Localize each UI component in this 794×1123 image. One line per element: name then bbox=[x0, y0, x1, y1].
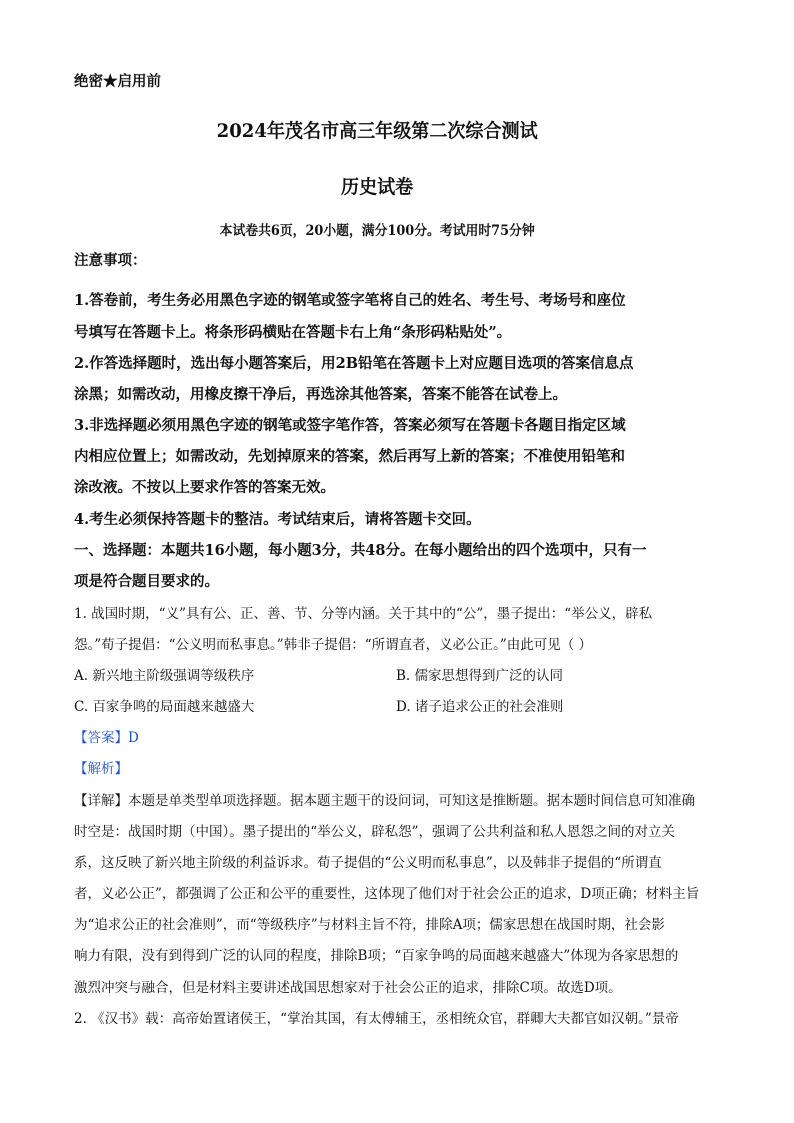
option-b: B. 儒家思想得到广泛的认同 bbox=[396, 668, 564, 684]
notice-line: 3.非选择题必须用黑色字迹的钢笔或签字笔作答，答案必须写在答题卡各题目指定区域 bbox=[74, 417, 626, 434]
explanation-line: 时空是：战国时期（中国）。墨子提出的“举公义，辟私怨”，强调了公共利益和私人恩怨之间的对立关 bbox=[74, 824, 676, 840]
explanation-line: 者，义必公正”，都强调了公正和公平的重要性，这体现了他们对于社会公正的追求，D项正确；材料主旨 bbox=[74, 886, 700, 902]
notice-line: 2.作答选择题时，选出每小题答案后，用2B铅笔在答题卡上对应题目选项的答案信息点 bbox=[74, 355, 634, 372]
subject-title: 历史试卷 bbox=[341, 176, 414, 198]
exam-title: 2024年茂名市高三年级第二次综合测试 bbox=[216, 120, 538, 142]
notice-line: 涂黑；如需改动，用橡皮擦干净后，再选涂其他答案，答案不能答在试卷上。 bbox=[74, 386, 567, 403]
section-heading: 一、选择题：本题共16小题，每小题3分，共48分。在每小题给出的四个选项中，只有一 bbox=[74, 542, 647, 559]
question-2-stem: 2. 《汉书》载：高帝始置诸侯王，“掌治其国，有太傅辅王，丞相统众官，群卿大夫都官如汉朝。”景帝 bbox=[74, 1011, 679, 1027]
notice-line: 涂改液。不按以上要求作答的答案无效。 bbox=[74, 479, 335, 496]
option-a: A. 新兴地主阶级强调等级秩序 bbox=[74, 668, 255, 684]
option-c: C. 百家争鸣的局面越来越盛大 bbox=[74, 699, 255, 715]
explanation-line: 响力有限，没有到得到广泛的认同的程度，排除B项；“百家争鸣的局面越来越盛大”体现为各家思想的 bbox=[74, 948, 679, 964]
notice-line: 4.考生必须保持答题卡的整洁。考试结束后，请将答题卡交回。 bbox=[74, 511, 481, 528]
question-1-stem: 1. 战国时期，“义”具有公、正、善、节、分等内涵。关于其中的“公”，墨子提出：“举公义，辟私 bbox=[74, 606, 653, 622]
option-d: D. 诸子追求公正的社会准则 bbox=[396, 699, 564, 715]
explanation-line: 为“追求公正的社会准则”，而“等级秩序”与材料主旨不符，排除A项；儒家思想在战国时期，社会影 bbox=[74, 917, 665, 933]
confidential-label: 绝密★启用前 bbox=[74, 73, 161, 90]
analysis-label: 【解析】 bbox=[74, 761, 128, 777]
explanation-line: 系，这反映了新兴地主阶级的利益诉求。荀子提倡的“公义明而私事息”，以及韩非子提倡的“所谓直 bbox=[74, 855, 662, 871]
notice-line: 号填写在答题卡上。将条形码横贴在答题卡右上角“条形码粘贴处”。 bbox=[74, 324, 512, 341]
explanation-line: 激烈冲突与融合，但是材料主要讲述战国思想家对于社会公正的追求，排除C项。故选D项。 bbox=[74, 980, 622, 996]
notice-line: 1.答卷前，考生务必用黑色字迹的钢笔或签字笔将自己的姓名、考生号、考场号和座位 bbox=[74, 292, 626, 309]
answer-label: 【答案】D bbox=[74, 730, 139, 746]
notice-heading: 注意事项： bbox=[74, 252, 147, 269]
notice-line: 内相应位置上；如需改动，先划掉原来的答案，然后再写上新的答案；不准使用铅笔和 bbox=[74, 448, 625, 465]
exam-meta: 本试卷共6页，20小题，满分100分。考试用时75分钟 bbox=[219, 223, 535, 239]
question-1-stem-cont: 怨。”荀子提倡：“公义明而私事息。”韩非子提倡：“所谓直者，义必公正。”由此可见（ ） bbox=[74, 637, 593, 653]
section-heading-cont: 项是符合题目要求的。 bbox=[74, 573, 219, 590]
explanation-line: 【详解】本题是单类型单项选择题。据本题主题干的设问词，可知这是推断题。据本题时间信息可知准确 bbox=[74, 793, 695, 809]
